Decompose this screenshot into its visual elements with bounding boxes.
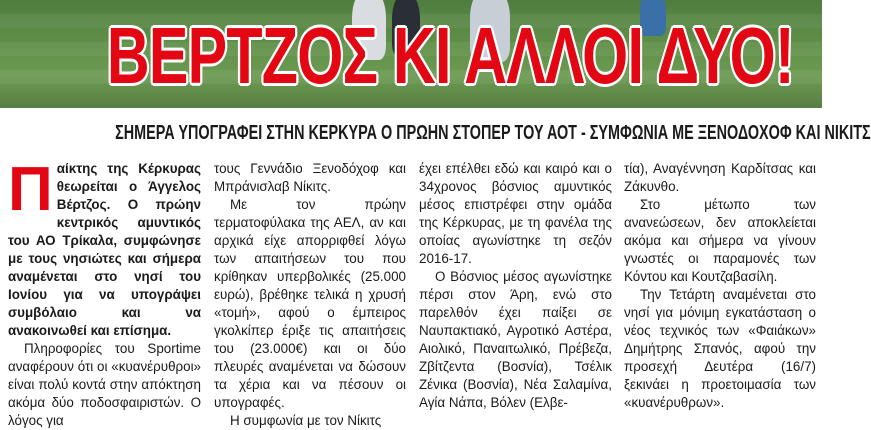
paragraph: Πληροφορίες του Sportime αναφέρουν ότι οι «κυανέρυθροι» είναι πολύ κοντά στην απόκτηση ακόμα δύο ποδοσφαιριστών. Ο λόγος για — [8, 341, 201, 428]
paragraph: Στο μέτωπο των ανανεώσεων, δεν αποκλείεται ακόμα και σήμερα να γίνουν γνωστές οι παραμονές των Κόντου και Κουτζαβασίλη. — [624, 197, 816, 284]
paragraph: τία), Αναγέννηση Καρδίτσας και Ζάκυνθο. — [624, 161, 816, 194]
article-column-3 — [419, 160, 612, 420]
subheadline: ΣΗΜΕΡΑ ΥΠΟΓΡΑΦΕΙ ΣΤΗΝ ΚΕΡΚΥΡΑ Ο ΠΡΩΗΝ ΣΤΟΠΕΡ ΤΟΥ ΑΟΤ - ΣΥΜΦΩΝΙΑ ΜΕ ΞΕΝΟΔΟΧΟΦ ΚΑΙ ΝΙΚΙΤΣ — [115, 122, 871, 144]
article-column-4 — [624, 160, 816, 420]
paragraph: έχει επέλθει εδώ και καιρό και ο 34χρονος βόσνιος αμυντικός μέσος επιστρέφει στην ομάδα της Κέρκυρας, με τη φανέλα της οποίας αγωνίστηκε τη σεζόν 2016-17. — [419, 161, 612, 266]
lead-paragraph — [8, 155, 201, 340]
paragraph: Την Τετάρτη αναμένεται στο νησί για μόνιμη εγκατάσταση ο νέος τεχνικός των «Φαιάκων» Δημήτρης Σπανός, αφού την προσεχή Δευτέρα (16/7) ξεκινάει η προετοιμασία των «κυανέρυθρων». — [624, 287, 816, 410]
paragraph: Με τον πρώην τερματοφύλακα της ΑΕΛ, αν και αρχικά είχε απορριφθεί λόγω των απαιτήσεων του που κρίθηκαν υπερβολικές (25.000 ευρώ), βρέθηκε τελικά η χρυσή «τομή», αφού ο έμπειρος γκολκίπερ έριξε τις απαιτήσεις του (23.000€) και οι δύο πλευρές αναμένεται να δώσουν τα χέρια και να πέσουν οι υπογραφές. — [214, 197, 406, 410]
drop-cap: Π — [8, 155, 53, 224]
article-column-2 — [214, 160, 406, 428]
header-photo — [0, 0, 822, 108]
paragraph: Η συμφωνία με τον Νίκιτς — [230, 413, 382, 428]
paragraph: τους Γεννάδιο Ξενοδόχοφ και Μπράνισλαβ Νίκιτς. — [214, 161, 406, 194]
paragraph: Ο Βόσνιος μέσος αγωνίστηκε πέρσι στον Άρη, ενώ στο παρελθόν έχει παίξει σε Ναυπακτιακό, Αγροτικό Αστέρα, Αιολικό, Παναιτωλικό, Πρέβεζα, Ζβίτζεντα (Βοσνία), Τσέλικ Ζένικα (Βοσνία), Νέα Σαλαμίνα, Αγία Νάπα, Βόλεν (Ελβε- — [419, 269, 612, 410]
headline: ΒΕΡΤΖΟΣ ΚΙ ΑΛΛΟΙ ΔΥΟ! — [106, 11, 794, 100]
lead-text: αίκτης της Κέρκυρας θεωρείται ο Άγγελος Βέρτζος. Ο πρώην κεντρικός αμυντικός του ΑΟ Τρίκαλα, συμφώνησε με τους νησιώτες και σήμερα αναμένεται στο νησί του Ιονίου για να υπογράψει συμβόλαιο και να ανακοινωθεί και επίσημα. — [8, 161, 201, 338]
article-column-1 — [8, 155, 201, 428]
